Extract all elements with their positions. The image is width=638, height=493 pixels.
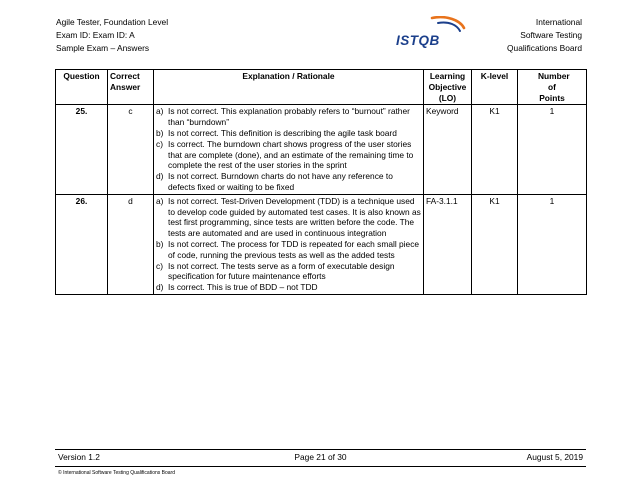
option-text: Is not correct. Test-Driven Development (TDD) is a technique used to develop code guided by automated test cases. It is also known as test first programming, since tests are written before the code. The tests are automated and are used in continuous integration (168, 195, 421, 239)
k-level: K1 (472, 105, 518, 194)
col-header-points: Number of Points (518, 70, 587, 105)
header-exam-id: Exam ID: Exam ID: A (56, 30, 135, 40)
istqb-logo (394, 16, 472, 50)
correct-answer: c (108, 105, 154, 194)
explanation-cell (154, 194, 424, 294)
points: 1 (518, 105, 587, 194)
points: 1 (518, 194, 587, 294)
table-header-row (56, 70, 587, 105)
col-header-explanation: Explanation / Rationale (154, 70, 424, 105)
footer-divider (55, 449, 586, 450)
footer-page-number: Page 21 of 30 (294, 452, 347, 462)
option-marker: c) (156, 138, 163, 149)
option-marker: b) (156, 238, 164, 249)
explanation-cell (154, 105, 424, 194)
question-number: 26. (56, 194, 108, 294)
footer-date: August 5, 2019 (526, 452, 583, 462)
learning-objective: Keyword (424, 105, 472, 194)
explanation-item (156, 106, 421, 128)
answers-table (55, 69, 587, 295)
footer-divider (55, 466, 586, 467)
learning-objective: FA-3.1.1 (424, 194, 472, 294)
explanation-item (156, 239, 421, 261)
explanation-item (156, 282, 421, 293)
col-header-k-level: K-level (472, 70, 518, 105)
option-marker: d) (156, 282, 164, 293)
correct-answer: d (108, 194, 154, 294)
option-marker: d) (156, 171, 164, 182)
option-text: Is not correct. This explanation probably refers to “burnout” rather than “burndown” (168, 106, 410, 128)
option-marker: c) (156, 260, 163, 271)
explanation-item (156, 261, 421, 283)
col-header-learning-objective: Learning Objective (LO) (424, 70, 472, 105)
option-marker: a) (156, 195, 164, 206)
header-doc-type: Sample Exam – Answers (56, 43, 150, 53)
col-header-correct-answer: Correct Answer (108, 70, 154, 105)
explanation-item (156, 171, 421, 193)
explanation-item (156, 128, 421, 139)
option-marker: a) (156, 106, 164, 117)
table-row (56, 105, 587, 194)
explanation-list (156, 106, 421, 192)
document-header-right (507, 16, 582, 55)
option-text: Is not correct. The process for TDD is repeated for each small piece of code, running the previous tests as well as the added tests (168, 238, 420, 260)
header-org-line-3: Qualifications Board (507, 43, 582, 53)
logo-text: ISTQB (396, 33, 440, 48)
document-header-left (56, 16, 168, 55)
explanation-item (156, 139, 421, 171)
col-header-question: Question (56, 70, 108, 105)
k-level: K1 (472, 194, 518, 294)
question-number: 25. (56, 105, 108, 194)
header-org-line-2: Software Testing (520, 30, 582, 40)
footer-copyright: © International Software Testing Qualifications Board (58, 470, 175, 476)
footer-version: Version 1.2 (58, 452, 100, 462)
explanation-list (156, 196, 421, 293)
header-course-title: Agile Tester, Foundation Level (56, 17, 169, 27)
explanation-item (156, 196, 421, 239)
table-row (56, 194, 587, 294)
logo-swirl-icon (432, 17, 464, 31)
option-text: Is correct. This is true of BDD – not TDD (168, 282, 318, 293)
option-text: Is not correct. Burndown charts do not have any reference to defects fixed or waiting to be fixed (168, 171, 393, 192)
option-marker: b) (156, 127, 164, 138)
option-text: Is not correct. The tests serve as a form of executable design specification for future maintenance efforts (168, 260, 395, 282)
header-org-line-1: International (535, 17, 582, 27)
option-text: Is correct. The burndown chart shows progress of the user stories that are complete (done), and an estimate of the remaining time to complete the rest of the user stories in the sprint (168, 138, 414, 171)
option-text: Is not correct. This definition is describing the agile task board (168, 127, 397, 138)
